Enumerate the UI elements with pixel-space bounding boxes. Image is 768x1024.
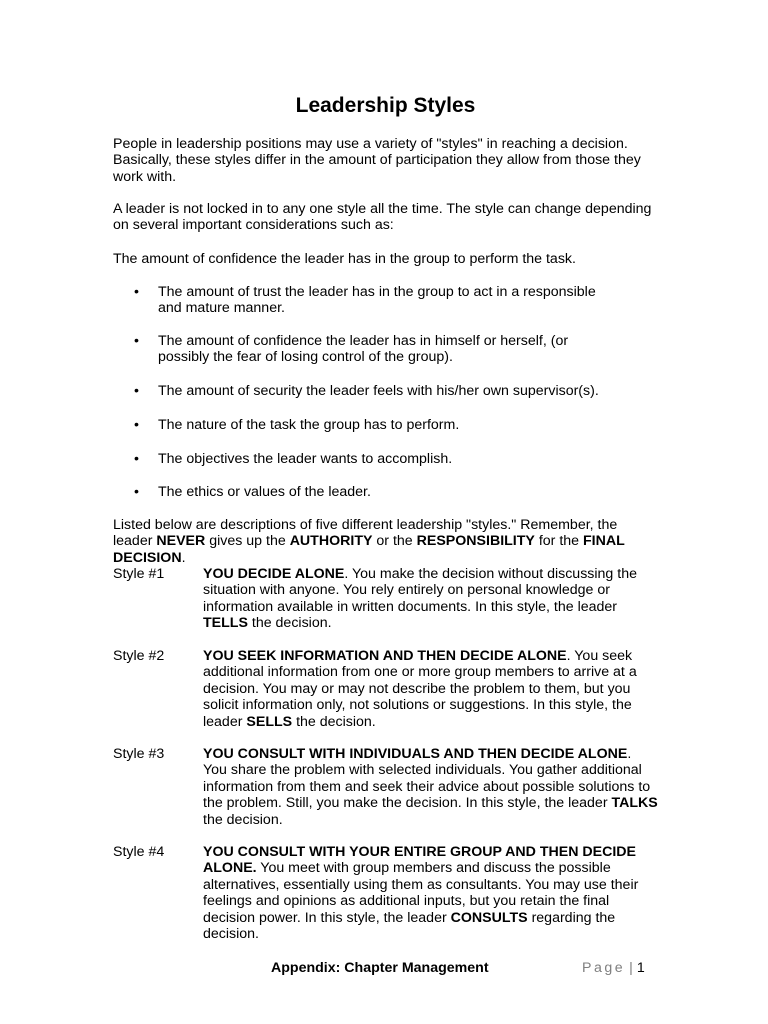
style-text: the decision. <box>203 811 283 828</box>
intro-paragraph-2: A leader is not locked in to any one style all the time. The style can change depending on several important considerations such as: <box>113 201 652 234</box>
page-number-block <box>582 960 645 976</box>
style-label: Style #1 <box>113 566 165 582</box>
style-description <box>203 844 658 942</box>
style-description <box>203 746 658 828</box>
styles-intro-paragraph <box>113 517 658 566</box>
page-word: Page <box>582 960 626 976</box>
styles-intro-text: gives up the <box>205 533 290 550</box>
style-heading: YOU CONSULT WITH YOUR ENTIRE GROUP AND THEN DECIDE ALONE. <box>203 844 637 877</box>
list-item-text: The amount of security the leader feels with his/her own supervisor(s). <box>158 383 599 399</box>
list-item-text: The amount of confidence the leader has in himself or herself, (or possibly the fear of losing control of the group). <box>158 333 569 366</box>
footer-chapter-title: Appendix: Chapter Management <box>271 960 489 976</box>
style-keyword: CONSULTS <box>450 909 528 926</box>
page-number: 1 <box>636 960 645 976</box>
style-heading: YOU DECIDE ALONE <box>203 566 345 582</box>
style-description <box>203 566 658 632</box>
page-title: Leadership Styles <box>295 94 476 117</box>
page-footer <box>0 960 768 980</box>
emphasis-authority: AUTHORITY <box>289 533 373 550</box>
style-text: the decision. <box>247 615 332 632</box>
style-label: Style #3 <box>113 746 165 762</box>
style-description <box>203 648 658 730</box>
list-item-text: The nature of the task the group has to perform. <box>158 417 460 433</box>
emphasis-responsibility: RESPONSIBILITY <box>416 533 535 550</box>
styles-intro-text: or the <box>372 533 417 550</box>
styles-intro-text: for the <box>534 533 583 550</box>
intro-paragraph-1: People in leadership positions may use a variety of "styles" in reaching a decision. Basically, these styles differ in the amount of participation they allow from those they work with. <box>113 136 641 185</box>
bullet-icon: • <box>134 284 139 300</box>
style-keyword: TALKS <box>611 795 658 812</box>
styles-intro-text: Listed below are descriptions of five different leadership "styles." Remember, the leader <box>113 517 618 550</box>
style-text: regarding the decision. <box>203 909 616 943</box>
page-separator: | <box>629 960 633 976</box>
intro-paragraph-3: The amount of confidence the leader has in the group to perform the task. <box>113 251 576 267</box>
style-label: Style #2 <box>113 648 165 664</box>
bullet-icon: • <box>134 417 139 433</box>
bullet-icon: • <box>134 484 139 500</box>
style-text: the decision. <box>292 713 376 730</box>
style-heading: YOU CONSULT WITH INDIVIDUALS AND THEN DECIDE ALONE <box>203 746 628 762</box>
style-label: Style #4 <box>113 844 165 860</box>
bullet-icon: • <box>134 383 139 399</box>
style-text: . You seek additional information from one or more group members to arrive at a decision. You may or may not describe the problem to them, but you solicit information only, not solutions or suggestions. In this style, the leader <box>203 648 637 730</box>
emphasis-never: NEVER <box>156 533 206 550</box>
style-text: . You make the decision without discussing the situation with anyone. You rely entirely on personal knowledge or information available in written documents. In this style, the leader <box>203 566 637 615</box>
style-keyword: SELLS <box>246 713 293 730</box>
style-text: You meet with group members and discuss the possible alternatives, essentially using them as consultants. You may use their feelings and opinions as additional inputs, but you retain the final decision power. In this style, the leader <box>203 860 639 926</box>
style-text: . You share the problem with selected individuals. You gather additional information from them and seek their advice about possible solutions to the problem. Still, you make the decision. In this style, the leader <box>203 746 651 812</box>
styles-intro-text: . <box>181 549 186 566</box>
list-item-text: The amount of trust the leader has in the group to act in a responsible and mature manner. <box>158 284 596 317</box>
bullet-icon: • <box>134 333 139 349</box>
style-keyword: TELLS <box>203 615 248 632</box>
list-item-text: The ethics or values of the leader. <box>158 484 371 500</box>
style-heading: YOU SEEK INFORMATION AND THEN DECIDE ALONE <box>203 648 567 664</box>
bullet-icon: • <box>134 451 139 467</box>
list-item-text: The objectives the leader wants to accomplish. <box>158 451 453 467</box>
emphasis-final-decision: FINAL DECISION <box>113 533 625 566</box>
